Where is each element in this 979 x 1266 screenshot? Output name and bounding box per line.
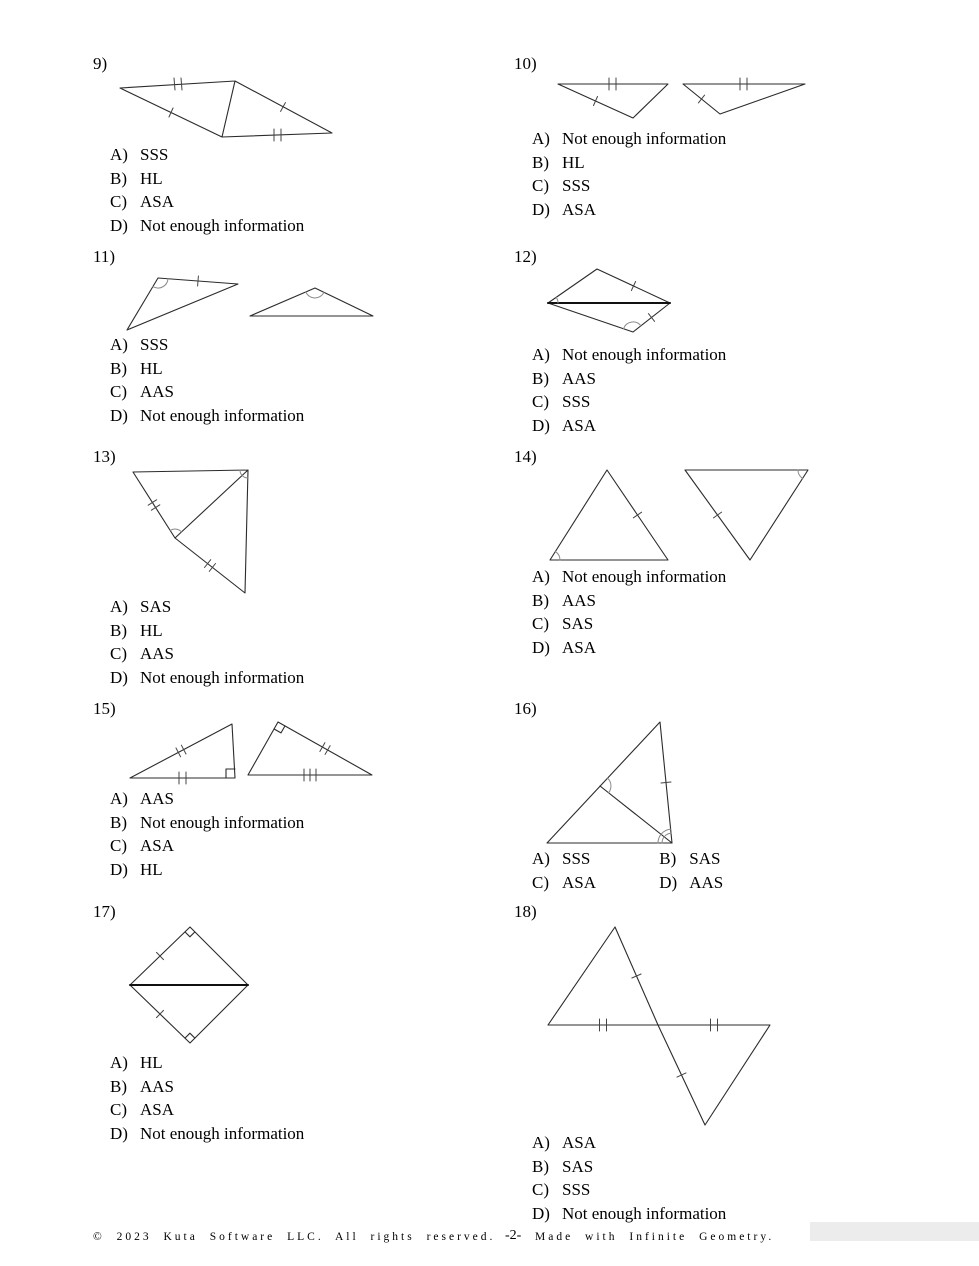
- choice-row: [532, 1155, 726, 1179]
- choice-row: [532, 127, 726, 151]
- choice-text: HL: [140, 1053, 163, 1072]
- question-number: 9): [93, 54, 108, 73]
- choice-label: D): [532, 415, 550, 435]
- choice-label: B): [659, 849, 677, 868]
- choice-row: [110, 404, 304, 428]
- tick-marks: [661, 782, 671, 783]
- choice-row: [110, 333, 304, 357]
- choice-text: HL: [140, 358, 163, 378]
- tick-marks: [169, 78, 285, 141]
- choice-text: SSS: [562, 849, 591, 868]
- angle-arc: [608, 778, 611, 793]
- choice-label: A): [532, 567, 550, 586]
- choice-text: SSS: [562, 1180, 591, 1200]
- choice-row: [532, 1131, 726, 1155]
- scan-artifact: [810, 1222, 979, 1241]
- choice-text: AAS: [689, 872, 724, 892]
- answer-choices: [110, 333, 304, 427]
- choice-row: [110, 1075, 304, 1099]
- figure-q18-bowtie-triangles: [542, 920, 777, 1132]
- triangle-outline: [130, 724, 235, 778]
- figure-q17-kite-with-diagonal: [124, 920, 254, 1050]
- triangle-outline: [548, 269, 670, 303]
- choice-text: HL: [562, 152, 585, 172]
- choice-row: [110, 167, 304, 191]
- answer-choices: [532, 565, 726, 659]
- choice-row: [532, 414, 726, 438]
- choice-label: A): [110, 789, 128, 808]
- choice-row: [110, 858, 304, 882]
- triangle-outline: [558, 84, 668, 118]
- choice-label: D): [110, 667, 128, 687]
- choice-label: A): [110, 1053, 128, 1072]
- choice-text: Not enough information: [562, 345, 727, 364]
- choice-label: B): [532, 152, 549, 172]
- choice-label: A): [110, 597, 128, 616]
- triangle-outline: [547, 722, 672, 843]
- choice-text: Not enough information: [140, 667, 305, 687]
- choice-label: B): [110, 168, 127, 188]
- choice-label: A): [110, 335, 128, 354]
- choice-row: [110, 143, 304, 167]
- choice-label: D): [110, 1123, 128, 1143]
- choice-row: [532, 636, 726, 660]
- choice-text: ASA: [562, 872, 597, 892]
- footer-made-with: Made with Infinite Geometry.: [535, 1231, 775, 1243]
- choice-row: [110, 619, 304, 643]
- choice-label: A): [110, 145, 128, 164]
- choice-text: HL: [140, 859, 163, 879]
- choice-label: D): [110, 859, 128, 879]
- choice-text: HL: [140, 168, 163, 188]
- tick-marks: [633, 512, 721, 518]
- choice-text: Not enough information: [140, 812, 305, 832]
- right-angle-mark: [185, 932, 195, 937]
- angle-arc: [306, 292, 324, 298]
- figure-q11-two-triangles-with-angles: [118, 268, 373, 336]
- choice-row: [532, 1202, 726, 1226]
- choice-row: [110, 357, 304, 381]
- choice-row: [110, 834, 304, 858]
- triangle-outline: [120, 81, 332, 137]
- choice-row: [110, 666, 304, 690]
- choice-row: [110, 1122, 304, 1146]
- choice-text: SSS: [140, 335, 169, 354]
- triangle-outline: [127, 278, 238, 330]
- choice-row: [532, 565, 726, 589]
- choice-row: [659, 847, 720, 871]
- choice-text: SSS: [562, 392, 591, 412]
- choice-text: Not enough information: [140, 1123, 305, 1143]
- choice-row: [532, 151, 726, 175]
- tick-marks: [198, 276, 199, 286]
- choice-row: [532, 343, 726, 367]
- tick-marks: [594, 78, 748, 106]
- choice-row: [110, 380, 304, 404]
- choice-text: HL: [140, 620, 163, 640]
- answer-choices: [532, 127, 726, 221]
- choice-row: [110, 642, 304, 666]
- choice-label: A): [532, 1133, 550, 1152]
- choice-label: D): [532, 1203, 550, 1223]
- choice-text: Not enough information: [562, 567, 727, 586]
- choice-label: A): [532, 129, 550, 148]
- choice-label: C): [532, 1180, 549, 1200]
- answer-choices: [110, 143, 304, 237]
- choice-label: B): [110, 620, 127, 640]
- choice-label: B): [532, 590, 549, 610]
- choice-text: Not enough information: [140, 405, 305, 425]
- figure-q14-two-triangles: [542, 462, 812, 567]
- figure-q15-two-right-triangles: [124, 716, 376, 784]
- choice-text: AAS: [562, 590, 597, 610]
- answer-choices: [110, 595, 304, 689]
- question-number: 11): [93, 247, 116, 266]
- choice-text: AAS: [140, 382, 175, 402]
- choice-text: ASA: [140, 836, 175, 856]
- question-number: 14): [514, 447, 537, 466]
- choice-label: B): [110, 1076, 127, 1096]
- choice-text: SAS: [562, 614, 594, 634]
- choice-label: C): [532, 872, 549, 892]
- choice-label: C): [532, 614, 549, 634]
- question-number: 18): [514, 902, 537, 921]
- question-number: 16): [514, 699, 537, 718]
- question-number: 15): [93, 699, 116, 718]
- choice-row: [110, 190, 304, 214]
- choice-label: B): [532, 1156, 549, 1176]
- choice-label: A): [532, 345, 550, 364]
- choice-row: [532, 847, 655, 871]
- choice-text: ASA: [562, 1133, 597, 1152]
- question-number: 10): [514, 54, 537, 73]
- triangle-outline: [658, 1025, 770, 1125]
- choice-label: D): [659, 872, 678, 892]
- choice-label: D): [110, 215, 128, 235]
- choice-label: C): [110, 192, 127, 212]
- choice-text: SSS: [562, 176, 591, 196]
- triangle-outline: [685, 470, 808, 560]
- choice-row: [532, 1178, 726, 1202]
- angle-arc: [798, 470, 803, 478]
- choice-row: [532, 612, 726, 636]
- figure-q16-triangle-with-cevian: [538, 716, 678, 851]
- choice-label: B): [110, 358, 127, 378]
- page-number: -2-: [505, 1228, 522, 1243]
- right-angle-mark: [226, 769, 235, 778]
- choice-text: AAS: [140, 789, 175, 808]
- choice-row: [532, 367, 726, 391]
- figure-q10-two-obtuse-triangles: [548, 74, 808, 122]
- choice-label: D): [532, 637, 550, 657]
- choice-label: D): [532, 199, 550, 219]
- choice-label: C): [110, 382, 127, 402]
- right-angle-mark: [185, 1033, 195, 1038]
- angle-arc: [170, 529, 181, 532]
- triangle-outline: [133, 470, 248, 593]
- answer-choices: [110, 787, 304, 881]
- footer-copyright: © 2023 Kuta Software LLC. All rights reserved.: [93, 1231, 496, 1243]
- choice-text: AAS: [562, 368, 597, 388]
- choice-text: ASA: [562, 199, 597, 219]
- triangle-outline: [248, 722, 372, 775]
- choice-text: SSS: [140, 145, 169, 164]
- choice-text: AAS: [140, 644, 175, 664]
- triangle-outline: [250, 288, 373, 316]
- answer-choices: [532, 343, 726, 437]
- choice-label: D): [110, 405, 128, 425]
- choice-row: [110, 787, 304, 811]
- choice-row: [110, 811, 304, 835]
- choice-row: [532, 390, 726, 414]
- choice-row: [532, 174, 726, 198]
- choice-row: [532, 198, 726, 222]
- choice-label: C): [532, 176, 549, 196]
- choice-row: [110, 1051, 304, 1075]
- choice-text: SAS: [562, 1156, 594, 1176]
- triangle-outline: [548, 927, 658, 1025]
- choice-label: C): [110, 1100, 127, 1120]
- choice-text: SAS: [689, 849, 721, 868]
- choice-label: C): [110, 836, 127, 856]
- choice-text: Not enough information: [140, 215, 305, 235]
- answer-choices: [532, 1131, 726, 1225]
- angle-arc: [555, 552, 560, 560]
- question-number: 13): [93, 447, 116, 466]
- triangle-outline: [550, 470, 668, 560]
- choice-row: [532, 589, 726, 613]
- question-number: 12): [514, 247, 537, 266]
- choice-text: Not enough information: [562, 1203, 727, 1223]
- figure-q9-parallelogram-with-diagonal: [112, 74, 337, 144]
- choice-row: [532, 871, 655, 895]
- choice-row: [659, 871, 723, 895]
- choice-label: B): [532, 368, 549, 388]
- tick-marks: [148, 500, 215, 572]
- choice-row: [110, 1098, 304, 1122]
- choice-text: Not enough information: [562, 129, 727, 148]
- question-number: 17): [93, 902, 116, 921]
- choice-label: C): [532, 392, 549, 412]
- choice-text: ASA: [562, 637, 597, 657]
- choice-row: [110, 214, 304, 238]
- answer-choices: [110, 1051, 304, 1145]
- choice-text: SAS: [140, 597, 172, 616]
- choice-label: B): [110, 812, 127, 832]
- choice-text: ASA: [140, 192, 175, 212]
- choice-text: AAS: [140, 1076, 175, 1096]
- choice-text: ASA: [562, 415, 597, 435]
- tick-marks: [631, 282, 654, 322]
- figure-q13-quadrilateral-with-diagonal: [126, 462, 256, 602]
- choice-label: A): [532, 849, 550, 868]
- answer-choices: [532, 847, 723, 894]
- choice-row: [110, 595, 304, 619]
- choice-text: ASA: [140, 1100, 175, 1120]
- choice-label: C): [110, 644, 127, 664]
- figure-q12-two-triangles-shared-side: [542, 264, 677, 339]
